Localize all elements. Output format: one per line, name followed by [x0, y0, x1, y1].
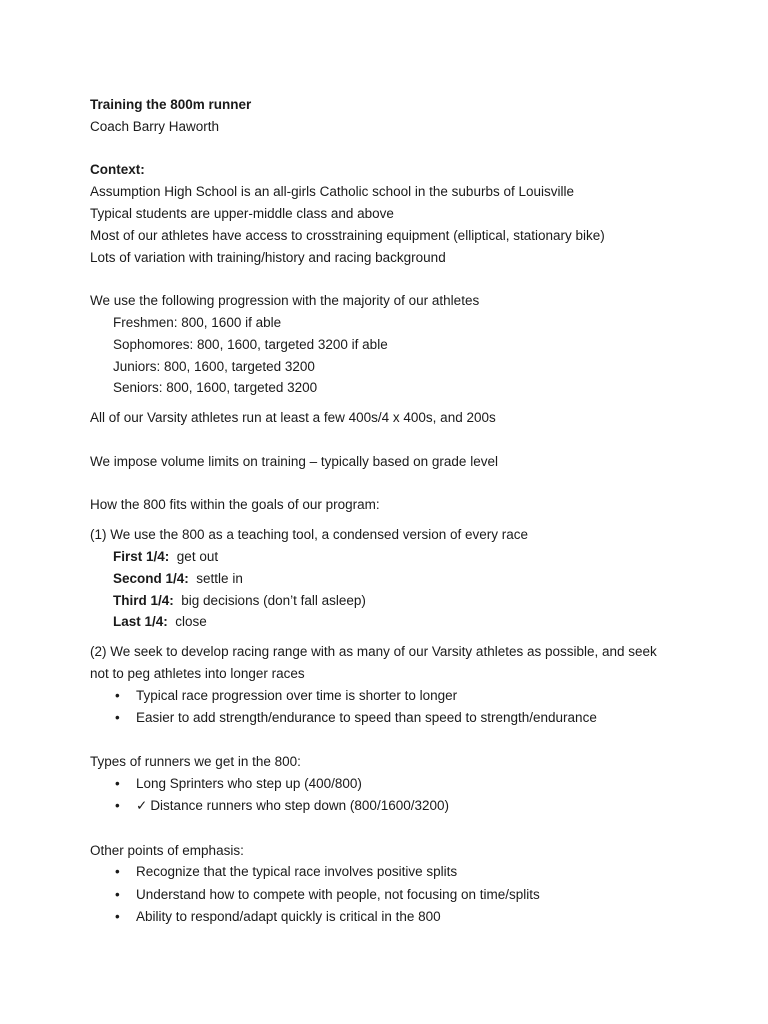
- quarter-label: Third 1/4:: [113, 592, 174, 608]
- spacer: [90, 429, 700, 451]
- list-item: [90, 906, 700, 928]
- quarter-label: First 1/4:: [113, 548, 170, 564]
- bullet-icon: •: [115, 776, 120, 792]
- emphasis-bullets: [90, 861, 700, 928]
- list-item: [90, 685, 700, 707]
- progression-item: Juniors: 800, 1600, targeted 3200: [113, 358, 315, 374]
- spacer: [90, 138, 700, 160]
- varsity-note: All of our Varsity athletes run at least a few 400s/4 x 400s, and 200s: [90, 410, 496, 426]
- context-heading: Context:: [90, 162, 145, 178]
- bullet-icon: •: [115, 710, 120, 726]
- progression-item: Freshmen: 800, 1600 if able: [113, 314, 282, 330]
- document-author: Coach Barry Haworth: [90, 118, 220, 134]
- list-item: [90, 884, 700, 906]
- goal-point-2-line-1: (2) We seek to develop racing range with as many of our Varsity athletes as possible, and seek: [90, 644, 657, 660]
- quarter-item: [90, 590, 700, 612]
- quarter-label: Second 1/4:: [113, 570, 189, 586]
- list-item-text: Distance runners who step down (800/1600/3200): [150, 798, 449, 814]
- quarter-text: close: [175, 614, 207, 630]
- goal-point-2-bullets: [90, 685, 700, 730]
- bullet-icon: •: [115, 798, 120, 814]
- spacer: [90, 473, 700, 495]
- volume-note: We impose volume limits on training – typically based on grade level: [90, 453, 498, 469]
- quarter-label: Last 1/4:: [113, 614, 168, 630]
- emphasis-intro: Other points of emphasis:: [90, 842, 244, 858]
- bullet-icon: •: [115, 687, 120, 703]
- quarter-item: [90, 568, 700, 590]
- list-item: [90, 773, 700, 795]
- bullet-icon: •: [115, 909, 120, 925]
- runner-types-bullets: [90, 773, 700, 818]
- list-item-text: Easier to add strength/endurance to speed than speed to strength/endurance: [136, 710, 597, 726]
- bullet-icon: •: [115, 886, 120, 902]
- runner-types-intro: Types of runners we get in the 800:: [90, 754, 301, 770]
- document-page: [90, 94, 700, 929]
- spacer: [90, 268, 700, 290]
- bullet-icon: •: [115, 864, 120, 880]
- list-item: [90, 795, 700, 817]
- list-item: [90, 861, 700, 883]
- spacer: [90, 633, 700, 641]
- quarter-text: settle in: [196, 570, 243, 586]
- quarter-text: get out: [176, 548, 219, 564]
- list-item-text: Typical race progression over time is shorter to longer: [136, 687, 458, 703]
- spacer: [90, 516, 700, 524]
- list-item-text: Understand how to compete with people, not focusing on time/splits: [136, 886, 540, 902]
- list-item-text: Ability to respond/adapt quickly is critical in the 800: [136, 909, 441, 925]
- progression-intro: We use the following progression with the majority of our athletes: [90, 293, 480, 309]
- goal-point-1: (1) We use the 800 as a teaching tool, a condensed version of every race: [90, 527, 529, 543]
- document-title: Training the 800m runner: [90, 97, 252, 112]
- quarter-item: [90, 611, 700, 633]
- spacer: [90, 730, 700, 752]
- list-item: [90, 707, 700, 729]
- list-item-text: Recognize that the typical race involves positive splits: [136, 864, 458, 880]
- progression-item: Sophomores: 800, 1600, targeted 3200 if able: [113, 336, 388, 352]
- goals-intro: How the 800 fits within the goals of our program:: [90, 497, 380, 513]
- quarter-text: big decisions (don’t fall asleep): [181, 592, 366, 608]
- progression-item: Seniors: 800, 1600, targeted 3200: [113, 380, 318, 396]
- spacer: [90, 818, 700, 840]
- context-line: Assumption High School is an all-girls Catholic school in the suburbs of Louisville: [90, 184, 574, 200]
- context-line: Typical students are upper-middle class and above: [90, 205, 394, 221]
- goal-point-2-line-2: not to peg athletes into longer races: [90, 665, 305, 681]
- quarter-item: [90, 546, 700, 568]
- checkmark-icon: ✓: [136, 798, 148, 814]
- context-line: Most of our athletes have access to crosstraining equipment (elliptical, stationary bike): [90, 227, 605, 243]
- context-line: Lots of variation with training/history and racing background: [90, 249, 446, 265]
- spacer: [90, 399, 700, 407]
- list-item-text: Long Sprinters who step up (400/800): [136, 776, 362, 792]
